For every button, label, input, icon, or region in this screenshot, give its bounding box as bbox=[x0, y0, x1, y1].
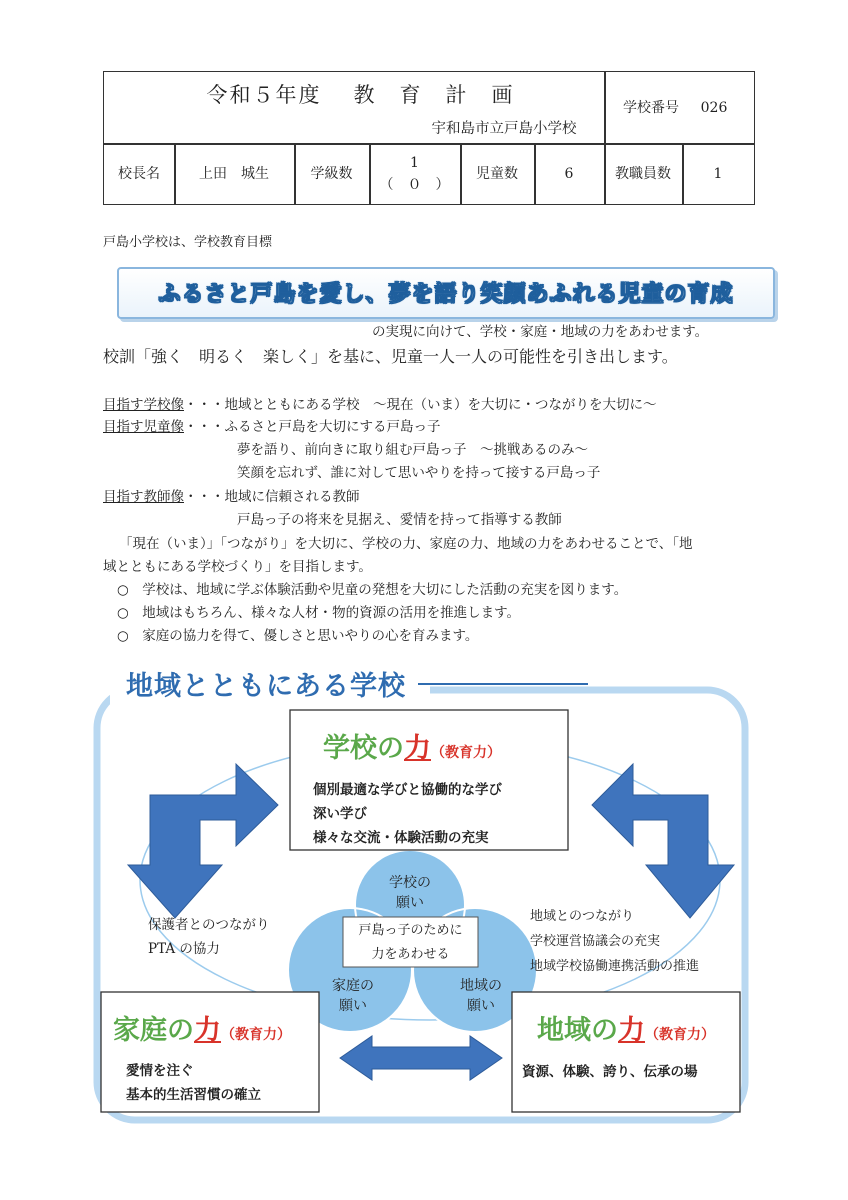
community-power-sub: （教育力） bbox=[645, 1027, 715, 1043]
header-col-divider bbox=[604, 72, 606, 143]
home-power-title-a: 家庭の bbox=[113, 1015, 194, 1046]
bullet-3: ○ 家庭の協力を得て、優しさと思いやりの心を育みます。 bbox=[117, 628, 479, 644]
goal-child-label: 目指す児童像 bbox=[103, 419, 184, 435]
classes-label: 学級数 bbox=[310, 166, 353, 182]
bullet-1: ○ 学校は、地域に学ぶ体験活動や児童の発想を大切にした活動の充実を図ります。 bbox=[117, 582, 628, 598]
diagram-title: 地域とともにある学校 bbox=[126, 671, 406, 702]
venn-community-wish-2: 願い bbox=[467, 998, 495, 1014]
home-power-sub: （教育力） bbox=[221, 1027, 291, 1043]
goal-school-label: 目指す学校像 bbox=[103, 397, 184, 413]
goal-followup: の実現に向けて、学校・家庭・地域の力をあわせます。 bbox=[372, 324, 709, 340]
venn-home-wish-2: 願い bbox=[339, 998, 367, 1014]
staff-value: 1 bbox=[713, 166, 723, 182]
school-power-sub: （教育力） bbox=[431, 745, 501, 761]
school-power-title-b: 力 bbox=[404, 733, 431, 764]
students-value: 6 bbox=[564, 166, 574, 182]
goal-child-line-2: 夢を語り、前向きに取り組む戸島っ子 ～挑戦あるのみ～ bbox=[237, 442, 588, 458]
principal-label: 校長名 bbox=[118, 166, 160, 182]
diagram-title-rule bbox=[418, 683, 588, 685]
venn-school-wish-1: 学校の bbox=[389, 875, 431, 891]
classes-sub: （ ０ ） bbox=[379, 177, 450, 193]
bottom-double-arrow bbox=[340, 1036, 502, 1080]
venn-school-wish-2: 願い bbox=[396, 895, 424, 911]
school-power-title bbox=[323, 726, 501, 765]
plan-title: 教 育 計 画 bbox=[353, 83, 515, 107]
venn-center-2: 力をあわせる bbox=[371, 947, 450, 962]
community-power-title-b: 力 bbox=[618, 1015, 645, 1046]
principal-name: 上田 城生 bbox=[199, 166, 269, 182]
home-power-item-1: 愛情を注ぐ bbox=[126, 1063, 194, 1079]
school-number-label: 学校番号 bbox=[623, 100, 679, 116]
school-power-title-a: 学校の bbox=[323, 733, 404, 764]
community-link-2: 学校運営協議会の充実 bbox=[530, 934, 661, 949]
goal-teacher-line-1: ・・・地域に信頼される教師 bbox=[184, 489, 360, 505]
venn-community-wish bbox=[446, 976, 516, 1016]
venn-center bbox=[343, 921, 478, 965]
community-link-1: 地域とのつながり bbox=[530, 909, 635, 924]
school-goal-text: ふるさと戸島を愛し、夢を語り笑顔あふれる児童の育成 bbox=[158, 282, 734, 307]
community-power-title-a: 地域の bbox=[537, 1015, 618, 1046]
community-power-title bbox=[537, 1008, 715, 1047]
school-motto: 校訓「強く 明るく 楽しく」を基に、児童一人一人の可能性を引き出します。 bbox=[103, 347, 678, 366]
paragraph-line-2: 域とともにある学校づくり」を目指します。 bbox=[103, 559, 372, 575]
guardian-link-2: PTA の協力 bbox=[148, 941, 220, 957]
venn-center-1: 戸島っ子のために bbox=[358, 923, 463, 938]
home-power-item-2: 基本的生活習慣の確立 bbox=[126, 1087, 261, 1103]
goal-teacher-line-2: 戸島っ子の将来を見据え、愛情を持って指導する教師 bbox=[237, 512, 562, 528]
goal-teacher bbox=[103, 488, 360, 507]
guardian-link-1: 保護者とのつながり bbox=[148, 917, 270, 933]
classes-value: 1 bbox=[410, 155, 419, 171]
goal-teacher-label: 目指す教師像 bbox=[103, 489, 184, 505]
venn-school-wish bbox=[375, 873, 445, 913]
school-goal-banner bbox=[117, 267, 775, 319]
goal-child bbox=[103, 418, 441, 437]
school-name: 宇和島市立戸島小学校 bbox=[431, 121, 577, 137]
home-power-title-b: 力 bbox=[194, 1015, 221, 1046]
school-power-item-2: 深い学び bbox=[313, 806, 367, 822]
goal-child-line-1: ・・・ふるさと戸島を大切にする戸島っ子 bbox=[184, 419, 441, 435]
header-table bbox=[103, 71, 755, 205]
plan-year: 令和５年度 bbox=[206, 83, 322, 107]
venn-home-wish bbox=[318, 976, 388, 1016]
right-arrow bbox=[592, 764, 734, 918]
goal-child-line-3: 笑顔を忘れず、誰に対して思いやりを持って接する戸島っ子 bbox=[237, 465, 601, 481]
home-power-title bbox=[113, 1008, 291, 1047]
bullet-2: ○ 地域はもちろん、様々な人材・物的資源の活用を推進します。 bbox=[117, 605, 521, 621]
community-power-item-1: 資源、体験、誇り、伝承の場 bbox=[522, 1064, 698, 1080]
staff-label: 教職員数 bbox=[615, 166, 671, 182]
venn-home-wish-1: 家庭の bbox=[332, 978, 374, 994]
left-arrow bbox=[128, 764, 278, 918]
venn-community-wish-1: 地域の bbox=[460, 978, 502, 994]
header-row-divider bbox=[104, 143, 754, 145]
intro-text: 戸島小学校は、学校教育目標 bbox=[103, 235, 273, 250]
school-number: 026 bbox=[700, 100, 728, 116]
school-power-item-3: 様々な交流・体験活動の充実 bbox=[313, 830, 489, 846]
community-link-3: 地域学校協働連携活動の推進 bbox=[530, 959, 700, 974]
school-power-item-1: 個別最適な学びと協働的な学び bbox=[313, 782, 502, 798]
goal-school bbox=[103, 396, 657, 415]
paragraph-line-1: 「現在（いま）」「つながり」を大切に、学校の力、家庭の力、地域の力をあわせることで、「地 bbox=[119, 536, 693, 552]
students-label: 児童数 bbox=[476, 166, 518, 182]
goal-school-text: ・・・地域とともにある学校 ～現在（いま）を大切に・つながりを大切に～ bbox=[184, 397, 657, 413]
